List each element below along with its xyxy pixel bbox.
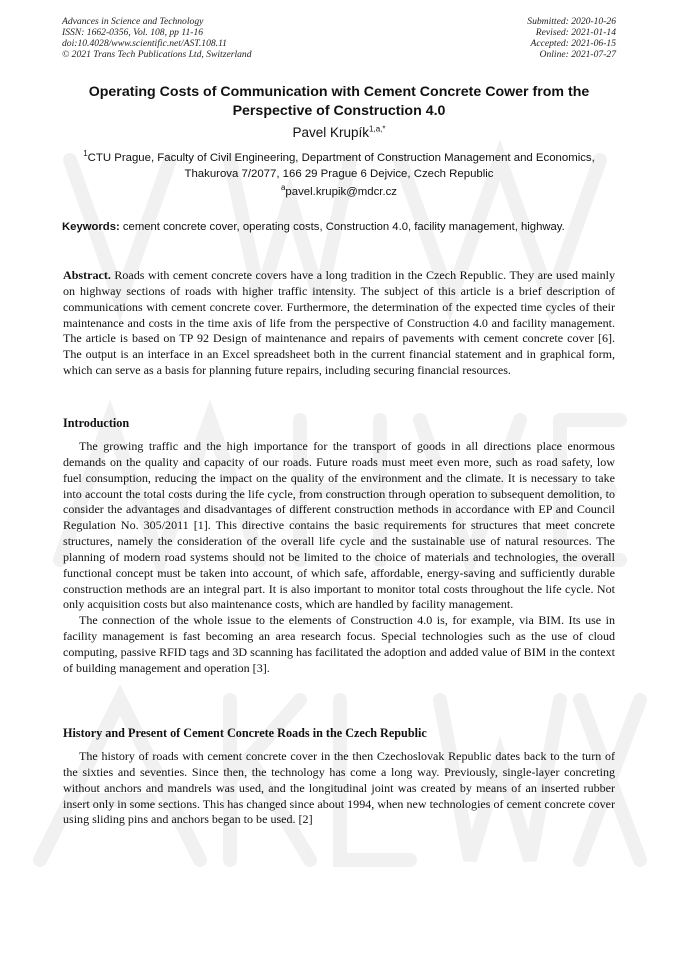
abstract (63, 268, 615, 379)
journal-issn: ISSN: 1662-0356, Vol. 108, pp 11-16 (62, 27, 204, 38)
history-heading: History and Present of Cement Concrete Roads in the Czech Republic (63, 726, 427, 740)
journal-info (62, 16, 252, 60)
keywords-text: cement concrete cover, operating costs, Construction 4.0, facility management, highway. (119, 221, 565, 233)
email-superscript: a (280, 183, 286, 193)
keywords-label: Keywords: (62, 221, 120, 233)
author-email: pavel.krupik@mdcr.cz (285, 186, 398, 198)
history-paragraph: The history of roads with cement concrete cover in the then Czechoslovak Republic dates back to the turn of the sixties and seventies. Since then, the technology has come a long way. Previously, single-layer concreting without anchors and mandrels was used, and the longitudinal joint was created by means of an inserted rubber insert only in some sections. This has changed since about 1994, when new technologies of cement concrete cover using sliding pins and anchors began to be used. [2] (63, 749, 615, 827)
date-revised: Revised: 2021-01-14 (535, 27, 616, 38)
abstract-label: Abstract. (63, 268, 111, 282)
journal-copyright: © 2021 Trans Tech Publications Ltd, Switzerland (62, 49, 252, 60)
author-superscript: 1,a,* (369, 124, 386, 134)
history-section (63, 749, 615, 828)
journal-name: Advances in Science and Technology (62, 16, 204, 27)
author-line (0, 125, 678, 140)
introduction-section (63, 439, 615, 677)
keywords (62, 220, 615, 235)
introduction-paragraph: The growing traffic and the high importance for the transport of goods in all directions place enormous demands on the quality and capacity of our roads. Future roads must meet even more, such as road safety, low fuel consumption, reducing the impact on the quality of the environment and the climate. It is necessary to take into account the total costs during the life cycle, from construction through operation to subsequent demolition, to consider the advantages and disadvantages of different construction methods in accordance with EP and Council Regulation No. 305/2011 [1]. This directive contains the basic requirements for structures that meet concrete structures, namely the consideration of the overall life cycle and the sustainable use of natural resources. The planning of modern road systems should not be limited to the choice of materials and technologies, the overall functional concept must be taken into account, of which safe, affordable, energy-saving and sufficiently durable construction methods are an integral part. It is also important to monitor total costs throughout the life cycle. Not only acquisition costs but also maintenance costs, which are handled by facility management. (63, 439, 615, 612)
introduction-paragraph: The connection of the whole issue to the elements of Construction 4.0 is, for example, via BIM. Its use in facility management is fast becoming an area research focus. Special technologies such as the use of cloud computing, passive RFID tags and 3D scanning has facilitated the adoption and added value of BIM in the context of building management and operation [3]. (63, 613, 615, 675)
date-submitted: Submitted: 2020-10-26 (527, 16, 616, 27)
affiliation (82, 150, 596, 182)
affiliation-superscript: 1 (83, 149, 88, 159)
abstract-text: Roads with cement concrete covers have a long tradition in the Czech Republic. They are used mainly on highway sections of roads with higher traffic intensity. The subject of this article is a brief description of communications with cement concrete cover. Furthermore, the determination of the expected time cycles of their maintenance and costs in the time axis of life from the perspective of Construction 4.0 and facility management. The article is based on TP 92 Design of maintenance and repairs of pavements with cement concrete cover [6]. The output is an interface in an Excel spreadsheet both in the current financial statement and in graphical form, which can serve as a basis for planning future repairs, including securing financial resources. (63, 268, 615, 378)
affiliation-text: CTU Prague, Faculty of Civil Engineering, Department of Construction Management and Economics, Thakurova 7/2077, 166 29 Prague 6 Dejvice, Czech Republic (87, 152, 595, 180)
author-email-line (0, 183, 678, 198)
date-online: Online: 2021-07-27 (539, 49, 616, 60)
author-name: Pavel Krupík (292, 125, 370, 140)
introduction-heading: Introduction (63, 416, 130, 430)
journal-doi: doi:10.4028/www.scientific.net/AST.108.11 (62, 38, 227, 49)
date-accepted: Accepted: 2021-06-15 (530, 38, 616, 49)
paper-title: Operating Costs of Communication with Cement Concrete Cower from the Perspective of Construction 4.0 (88, 84, 590, 119)
publication-dates (527, 16, 616, 60)
